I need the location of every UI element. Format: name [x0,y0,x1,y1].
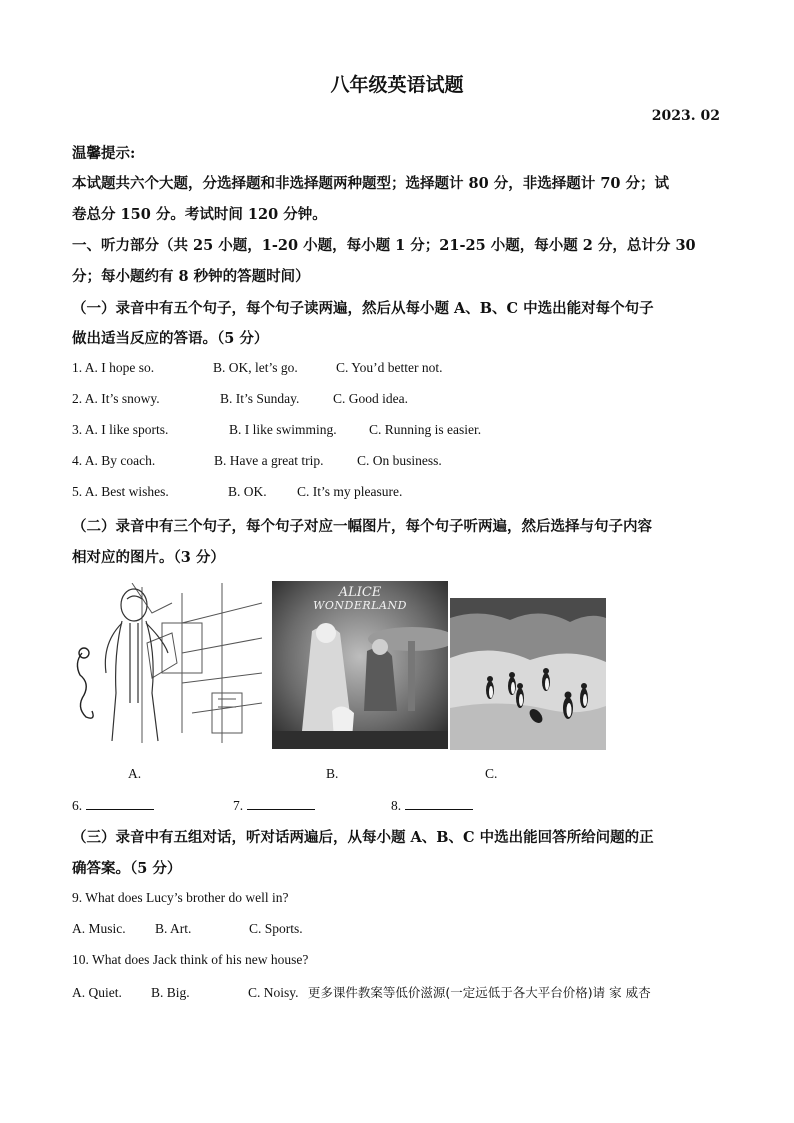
question-9-text: 9. What does Lucy’s brother do well in? [72,890,289,905]
question-10-options [72,983,651,1001]
option-c: C. Noisy. [248,985,299,1000]
option-a: 3. A. I like sports. [72,422,169,437]
picture-b-label: B. [326,766,339,781]
option-a: 4. A. By coach. [72,453,156,468]
section1-line-1: 一、听力部分（共 25 小题，1-20 小题，每小题 1 分；21-25 小题，每小题 2 分，总计分 30 [72,237,696,254]
option-b: B. Have a great trip. [214,453,324,468]
option-b: B. OK, let’s go. [213,360,298,375]
picture-b [272,581,448,749]
part3-line-2: 确答案。（5 分） [72,860,182,877]
part2-line-2: 相对应的图片。（3 分） [72,549,225,566]
option-c: C. It’s my pleasure. [297,484,403,499]
part1-line-1: （一）录音中有五个句子，每个句子读两遍，然后从每小题 A、B、C 中选出能对每个句子 [72,300,654,317]
promo-note: 更多课件教案等低价滋源(一定远低于各大平台价格)请 家 威杏 [307,985,651,1000]
picture-a [72,583,264,743]
option-b: B. Art. [155,921,192,936]
picture-c-label: C. [485,766,498,781]
intro-line-2: 卷总分 150 分。考试时间 120 分钟。 [72,206,327,223]
answer-blank-8 [391,797,473,814]
option-b: B. I like swimming. [229,422,337,437]
blank-line[interactable] [86,797,154,810]
option-b: B. It’s Sunday. [220,391,300,406]
answer-blank-6 [72,797,154,814]
exam-date: 2023. 02 [651,108,720,124]
picture-c [450,598,606,750]
blank-number: 8. [391,798,402,813]
blank-number: 6. [72,798,83,813]
option-c: C. You’d better not. [336,360,443,375]
tip-label: 温馨提示: [72,145,136,162]
option-b: B. OK. [228,484,267,499]
part2-line-1: （二）录音中有三个句子，每个句子对应一幅图片，每个句子听两遍，然后选择与句子内容 [72,518,652,535]
section1-line-2: 分；每小题约有 8 秒钟的答题时间） [72,268,310,285]
option-a: 5. A. Best wishes. [72,484,169,499]
option-c: C. On business. [357,453,442,468]
question-10-text: 10. What does Jack think of his new house? [72,952,309,967]
poster-title-line-1: ALICE [338,585,382,600]
picture-a-label: A. [128,766,142,781]
poster-title-line-2: WONDERLAND [313,599,407,612]
blank-line[interactable] [247,797,315,810]
question-1 [72,360,443,376]
question-3 [72,422,481,438]
option-c: C. Good idea. [333,391,408,406]
intro-line-1: 本试题共六个大题，分选择题和非选择题两种题型；选择题计 80 分，非选择题计 70 分；试 [72,175,670,192]
question-9-options [72,921,303,937]
option-a: 1. A. I hope so. [72,360,155,375]
option-a: 2. A. It’s snowy. [72,391,160,406]
option-b: B. Big. [151,985,190,1000]
option-c: C. Sports. [249,921,303,936]
part3-line-1: （三）录音中有五组对话，听对话两遍后，从每小题 A、B、C 中选出能回答所给问题的正 [72,829,654,846]
kitchen-sketch-illustration [72,583,264,743]
blank-line[interactable] [405,797,473,810]
option-a: A. Music. [72,921,126,936]
option-a: A. Quiet. [72,985,122,1000]
option-c: C. Running is easier. [369,422,482,437]
poster-title [272,586,448,612]
penguins-on-ice-photo [450,598,606,750]
blank-number: 7. [233,798,244,813]
question-4 [72,453,442,469]
answer-blank-7 [233,797,315,814]
question-5 [72,484,402,500]
part1-line-2: 做出适当反应的答语。（5 分） [72,330,269,347]
question-2 [72,391,408,407]
page-title: 八年级英语试题 [330,74,464,96]
